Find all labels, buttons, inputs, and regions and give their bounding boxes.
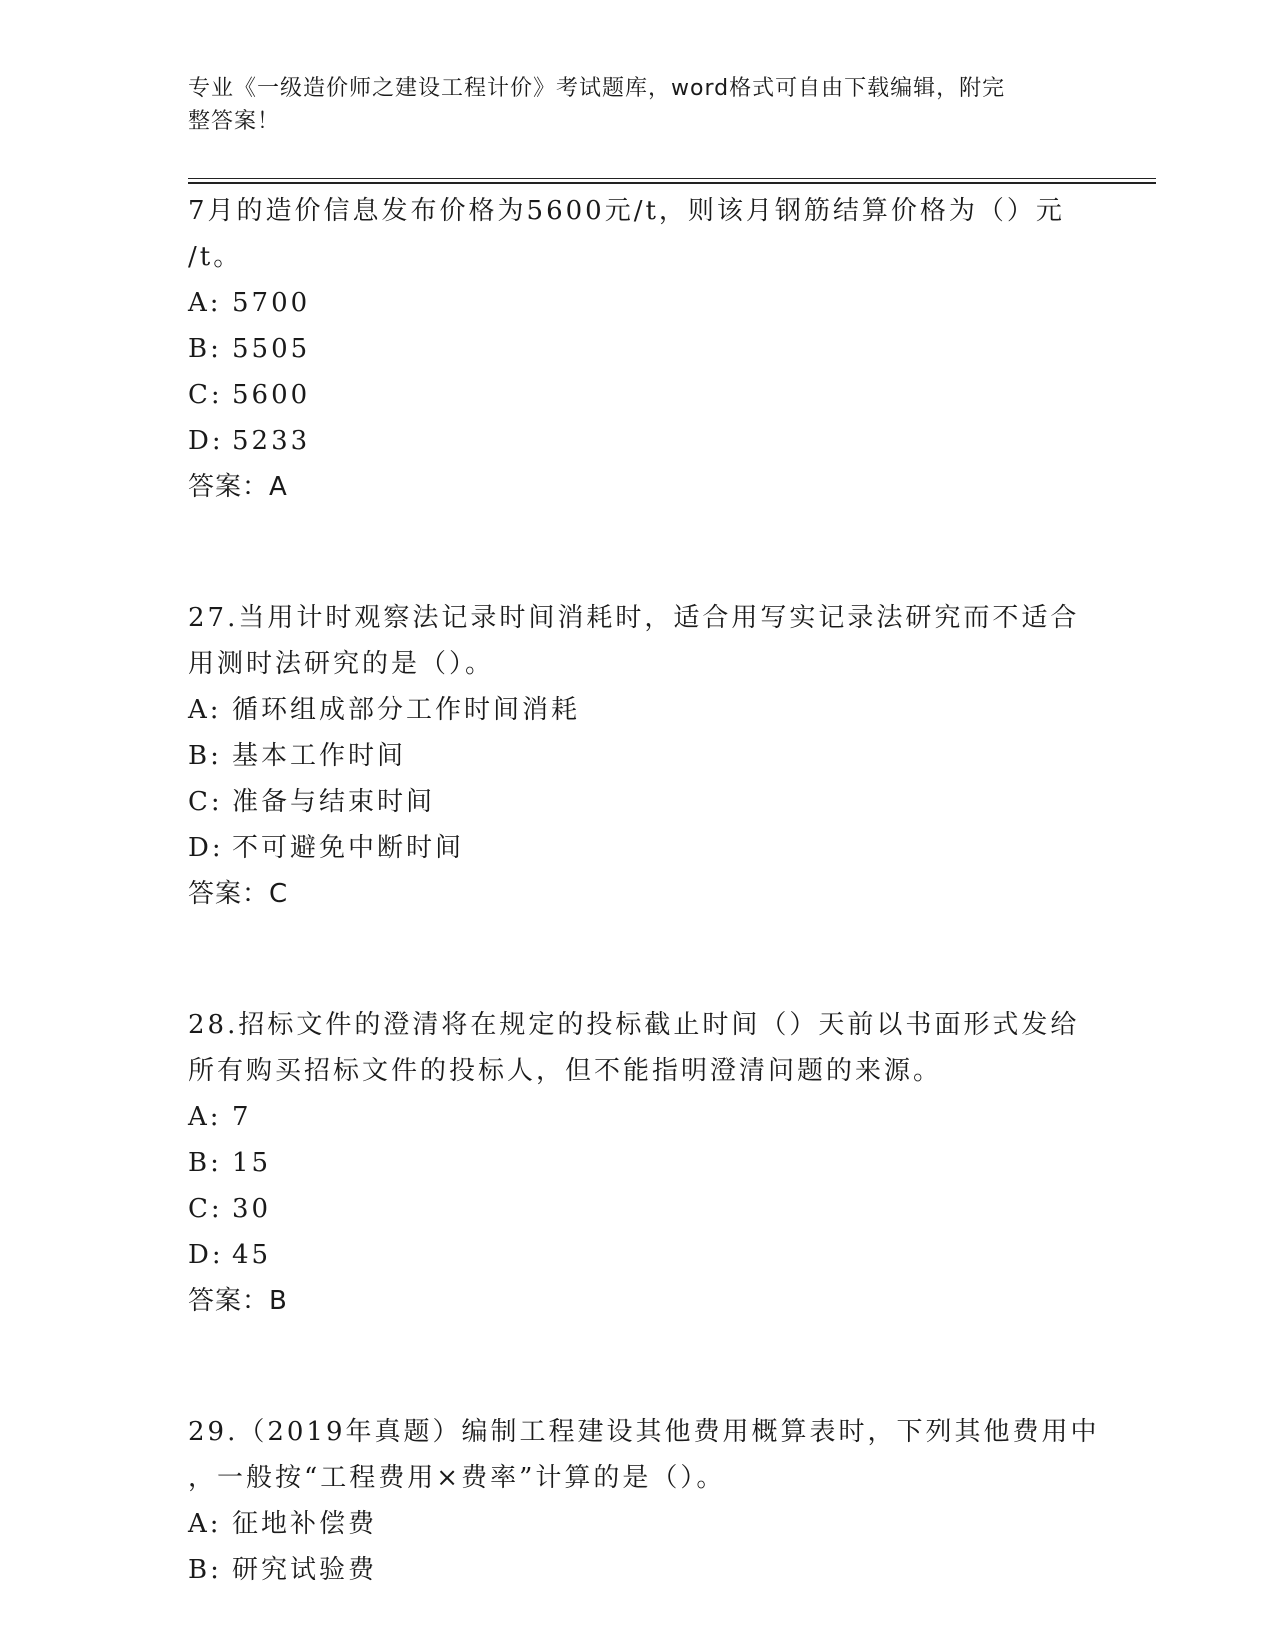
option-b — [188, 1140, 1088, 1186]
question-text-line: 27.当用计时观察法记录时间消耗时，适合用写实记录法研究而不适合 — [188, 603, 1080, 633]
header-divider-thick — [188, 182, 1156, 184]
option-label: A: — [188, 695, 222, 725]
question-text-line: ，一般按“工程费用×费率”计算的是（）。 — [188, 1463, 726, 1493]
question-29 — [188, 1409, 1100, 1593]
question-text-line: 7月的造价信息发布价格为5600元/t，则该月钢筋结算价格为（）元 — [188, 196, 1065, 226]
option-text: 基本工作时间 — [232, 741, 407, 771]
option-text: 7 — [232, 1102, 252, 1132]
header-line-2: 整答案！ — [188, 109, 281, 134]
option-text: 30 — [232, 1194, 272, 1224]
option-label: A: — [188, 1102, 222, 1132]
header-line-1: 专业《一级造价师之建设工程计价》考试题库，word格式可自由下载编辑，附完 — [188, 76, 1006, 101]
question-spacer — [188, 917, 1088, 1002]
option-b — [188, 733, 1088, 779]
question-text-line: 28.招标文件的澄清将在规定的投标截止时间（）天前以书面形式发给 — [188, 1010, 1080, 1040]
header-divider-thin — [188, 178, 1156, 179]
option-label: B: — [188, 1555, 222, 1585]
option-a — [188, 280, 1088, 326]
option-label: D: — [188, 1240, 224, 1270]
answer-line: 答案：B — [188, 1286, 288, 1316]
option-text: 5600 — [232, 380, 311, 410]
option-a — [188, 1501, 1088, 1547]
option-label: B: — [188, 1148, 222, 1178]
option-label: C: — [188, 380, 223, 410]
option-c — [188, 372, 1088, 418]
option-text: 循环组成部分工作时间消耗 — [232, 695, 581, 725]
question-list — [188, 188, 1100, 1593]
option-label: C: — [188, 1194, 223, 1224]
option-text: 5233 — [232, 426, 311, 456]
option-b — [188, 1547, 1088, 1593]
option-d — [188, 1232, 1088, 1278]
option-a — [188, 687, 1088, 733]
option-text: 研究试验费 — [232, 1555, 378, 1585]
document-header — [188, 72, 1068, 138]
question-text-line: 所有购买招标文件的投标人，但不能指明澄清问题的来源。 — [188, 1056, 943, 1086]
option-text: 5505 — [232, 334, 311, 364]
question-text-line: /t。 — [188, 242, 243, 272]
question-27 — [188, 595, 1088, 917]
option-label: A: — [188, 288, 222, 318]
option-label: B: — [188, 741, 222, 771]
answer-line: 答案：A — [188, 472, 288, 502]
option-text: 15 — [232, 1148, 272, 1178]
question-text-line: 29.（2019年真题）编制工程建设其他费用概算表时，下列其他费用中 — [188, 1417, 1100, 1447]
option-text: 5700 — [232, 288, 311, 318]
option-text: 45 — [232, 1240, 272, 1270]
option-d — [188, 825, 1088, 871]
option-label: B: — [188, 334, 222, 364]
option-label: D: — [188, 833, 224, 863]
option-d — [188, 418, 1088, 464]
option-b — [188, 326, 1088, 372]
question-text-line: 用测时法研究的是（）。 — [188, 649, 495, 679]
option-label: C: — [188, 787, 223, 817]
option-a — [188, 1094, 1088, 1140]
option-text: 征地补偿费 — [232, 1509, 378, 1539]
question-spacer — [188, 510, 1088, 595]
question-28 — [188, 1002, 1088, 1324]
option-label: D: — [188, 426, 224, 456]
option-c — [188, 1186, 1088, 1232]
option-text: 准备与结束时间 — [232, 787, 436, 817]
option-label: A: — [188, 1509, 222, 1539]
question-26 — [188, 188, 1088, 510]
option-text: 不可避免中断时间 — [232, 833, 465, 863]
question-spacer — [188, 1324, 1088, 1409]
option-c — [188, 779, 1088, 825]
answer-line: 答案：C — [188, 879, 289, 909]
